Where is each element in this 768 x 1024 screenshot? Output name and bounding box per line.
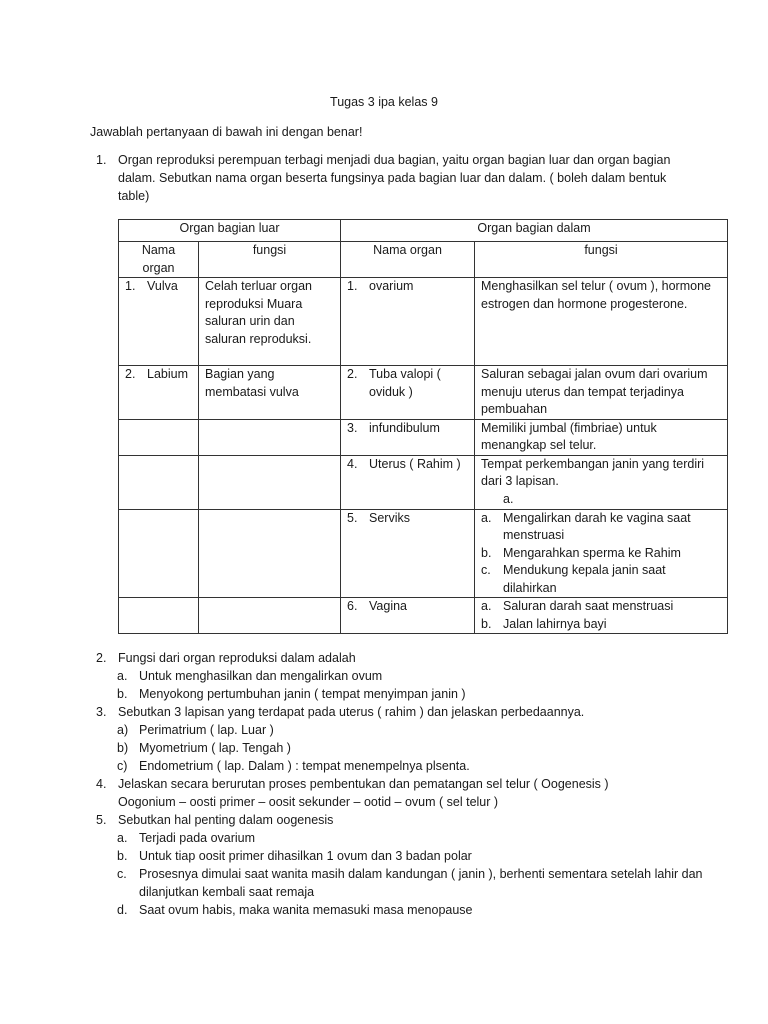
answer-text: Perimatrium ( lap. Luar ) (139, 723, 274, 737)
organ-name: Tuba valopi ( oviduk ) (369, 367, 441, 399)
answer-text: Terjadi pada ovarium (139, 831, 256, 845)
answer-letter: a. (117, 831, 128, 845)
answer-letter: a. (117, 669, 128, 683)
answer-letter: a) (117, 723, 129, 737)
list-item (481, 510, 721, 545)
inner-organ-cell (341, 509, 475, 598)
table-row (119, 455, 728, 509)
inner-function-cell (475, 455, 728, 509)
inner-function-cell (475, 509, 728, 598)
question-3 (90, 703, 710, 721)
inner-function-cell: Menghasilkan sel telur ( ovum ), hormone estrogen dan hormone progesterone. (475, 278, 728, 366)
list-text: Mengarahkan sperma ke Rahim (503, 545, 681, 560)
outer-function-cell: Bagian yang membatasi vulva (199, 366, 341, 420)
outer-organ-cell (119, 278, 199, 366)
row-number: 5. (347, 510, 358, 525)
inner-function-cell (475, 598, 728, 634)
inner-organ-cell (341, 278, 475, 366)
inner-organ-cell (341, 598, 475, 634)
question-number: 2. (96, 651, 107, 665)
outer-organ-cell (119, 366, 199, 420)
organ-name: Vagina (369, 599, 408, 613)
row-number: 2. (347, 367, 358, 381)
instruction-text: Jawablah pertanyaan di bawah ini dengan benar! (90, 125, 363, 139)
inner-function-cell: Saluran sebagai jalan ovum dari ovarium menuju uterus dan tempat terjadinya pembuahan (475, 366, 728, 420)
row-number: 6. (347, 599, 358, 613)
answer-text: Prosesnya dimulai saat wanita masih dalam kandungan ( janin ), berhenti sementara setelah lahir dan dilanjutkan kembali saat remaja (139, 867, 703, 899)
answer-text: Untuk tiap oosit primer dihasilkan 1 ovum dan 3 badan polar (139, 849, 472, 863)
remaining-questions (90, 649, 710, 919)
answer-item (90, 901, 710, 919)
empty-cell (199, 598, 341, 634)
organ-name: Serviks (369, 510, 410, 525)
row-number: 3. (347, 420, 358, 435)
answer-letter: c. (117, 867, 127, 881)
answer-item (90, 667, 710, 685)
table-row (119, 509, 728, 598)
question-text: Sebutkan 3 lapisan yang terdapat pada uterus ( rahim ) dan jelaskan perbedaannya. (118, 705, 585, 719)
answer-text: Endometrium ( lap. Dalam ) : tempat menempelnya plsenta. (139, 759, 470, 773)
answer-item (90, 847, 710, 865)
document-title: Tugas 3 ipa kelas 9 (330, 95, 438, 109)
question-5 (90, 811, 710, 829)
table-row (119, 419, 728, 455)
function-list (481, 510, 721, 598)
inner-organ-cell (341, 419, 475, 455)
empty-sub-item: a. (503, 491, 514, 506)
empty-cell (119, 598, 199, 634)
list-letter: a. (481, 599, 492, 613)
empty-cell (119, 509, 199, 598)
col-header-inner-name: Nama organ (341, 242, 475, 278)
row-number: 1. (347, 279, 358, 293)
organ-name: Uterus ( Rahim ) (369, 456, 461, 471)
empty-cell (199, 455, 341, 509)
outer-function-cell: Celah terluar organ reproduksi Muara saluran urin dan saluran reproduksi. (199, 278, 341, 366)
empty-cell (119, 419, 199, 455)
organ-name: Labium (147, 367, 188, 381)
list-item (481, 598, 721, 616)
answer-letter: d. (117, 903, 128, 917)
question-text: Sebutkan hal penting dalam oogenesis (118, 813, 334, 827)
list-text: Mengalirkan darah ke vagina saat menstruasi (503, 510, 691, 542)
row-number: 4. (347, 456, 358, 471)
empty-cell (119, 455, 199, 509)
row-number: 2. (125, 367, 136, 381)
list-letter: b. (481, 545, 492, 560)
answer-text: Saat ovum habis, maka wanita memasuki masa menopause (139, 903, 473, 917)
list-letter: c. (481, 563, 491, 577)
answer-item (90, 865, 710, 901)
function-list (481, 598, 721, 633)
answer-text: Myometrium ( lap. Tengah ) (139, 741, 291, 755)
header-outer-organs: Organ bagian luar (119, 220, 341, 242)
question-text: Organ reproduksi perempuan terbagi menjadi dua bagian, yaitu organ bagian luar dan organ bagian dalam. Sebutkan nama organ beserta fungsinya pada bagian luar dan dalam. ( boleh dalam bentuk table) (118, 153, 671, 203)
table-row (119, 598, 728, 634)
table-row (119, 366, 728, 420)
empty-cell (199, 509, 341, 598)
answer-text: Menyokong pertumbuhan janin ( tempat menyimpan janin ) (139, 687, 466, 701)
empty-cell (199, 419, 341, 455)
organ-table (118, 219, 728, 634)
answer-item (90, 685, 710, 703)
answer-item (90, 739, 710, 757)
list-item (481, 616, 721, 634)
question-4 (90, 775, 710, 793)
question-number: 5. (96, 813, 107, 827)
answer-text: Oogonium – oosti primer – oosit sekunder – ootid – ovum ( sel telur ) (118, 795, 499, 809)
inner-function-cell: Memiliki jumbal (fimbriae) untuk menangkap sel telur. (475, 419, 728, 455)
answer-letter: b) (117, 741, 129, 755)
list-letter: b. (481, 616, 492, 631)
answer-item (90, 721, 710, 739)
table-row (119, 278, 728, 366)
list-text: Jalan lahirnya bayi (503, 616, 607, 631)
answer-letter: c) (117, 759, 128, 773)
list-letter: a. (481, 510, 492, 525)
question-number: 3. (96, 705, 107, 719)
row-number: 1. (125, 279, 136, 293)
inner-organ-cell (341, 366, 475, 420)
function-text: Tempat perkembangan janin yang terdiri dari 3 lapisan. (481, 456, 705, 488)
question-2 (90, 649, 710, 667)
answer-item (90, 757, 710, 775)
organ-name: ovarium (369, 279, 414, 293)
inner-organ-cell (341, 455, 475, 509)
header-inner-organs: Organ bagian dalam (341, 220, 728, 242)
list-text: Mendukung kepala janin saat dilahirkan (503, 563, 666, 595)
list-item (481, 562, 721, 597)
col-header-inner-function: fungsi (475, 242, 728, 278)
answer-letter: b. (117, 687, 128, 701)
question-text: Jelaskan secara berurutan proses pembentukan dan pematangan sel telur ( Oogenesis ) (118, 777, 609, 791)
organ-name: infundibulum (369, 420, 440, 435)
answer-letter: b. (117, 849, 128, 863)
answer-item (90, 829, 710, 847)
question-number: 4. (96, 777, 107, 791)
col-header-outer-name: Nama organ (119, 242, 199, 278)
question-1 (90, 151, 690, 205)
list-item (481, 545, 721, 563)
question-number: 1. (96, 153, 107, 167)
list-text: Saluran darah saat menstruasi (503, 599, 674, 613)
organ-name: Vulva (147, 279, 178, 293)
col-header-outer-function: fungsi (199, 242, 341, 278)
question-text: Fungsi dari organ reproduksi dalam adalah (118, 651, 356, 665)
answer-text: Untuk menghasilkan dan mengalirkan ovum (139, 669, 383, 683)
